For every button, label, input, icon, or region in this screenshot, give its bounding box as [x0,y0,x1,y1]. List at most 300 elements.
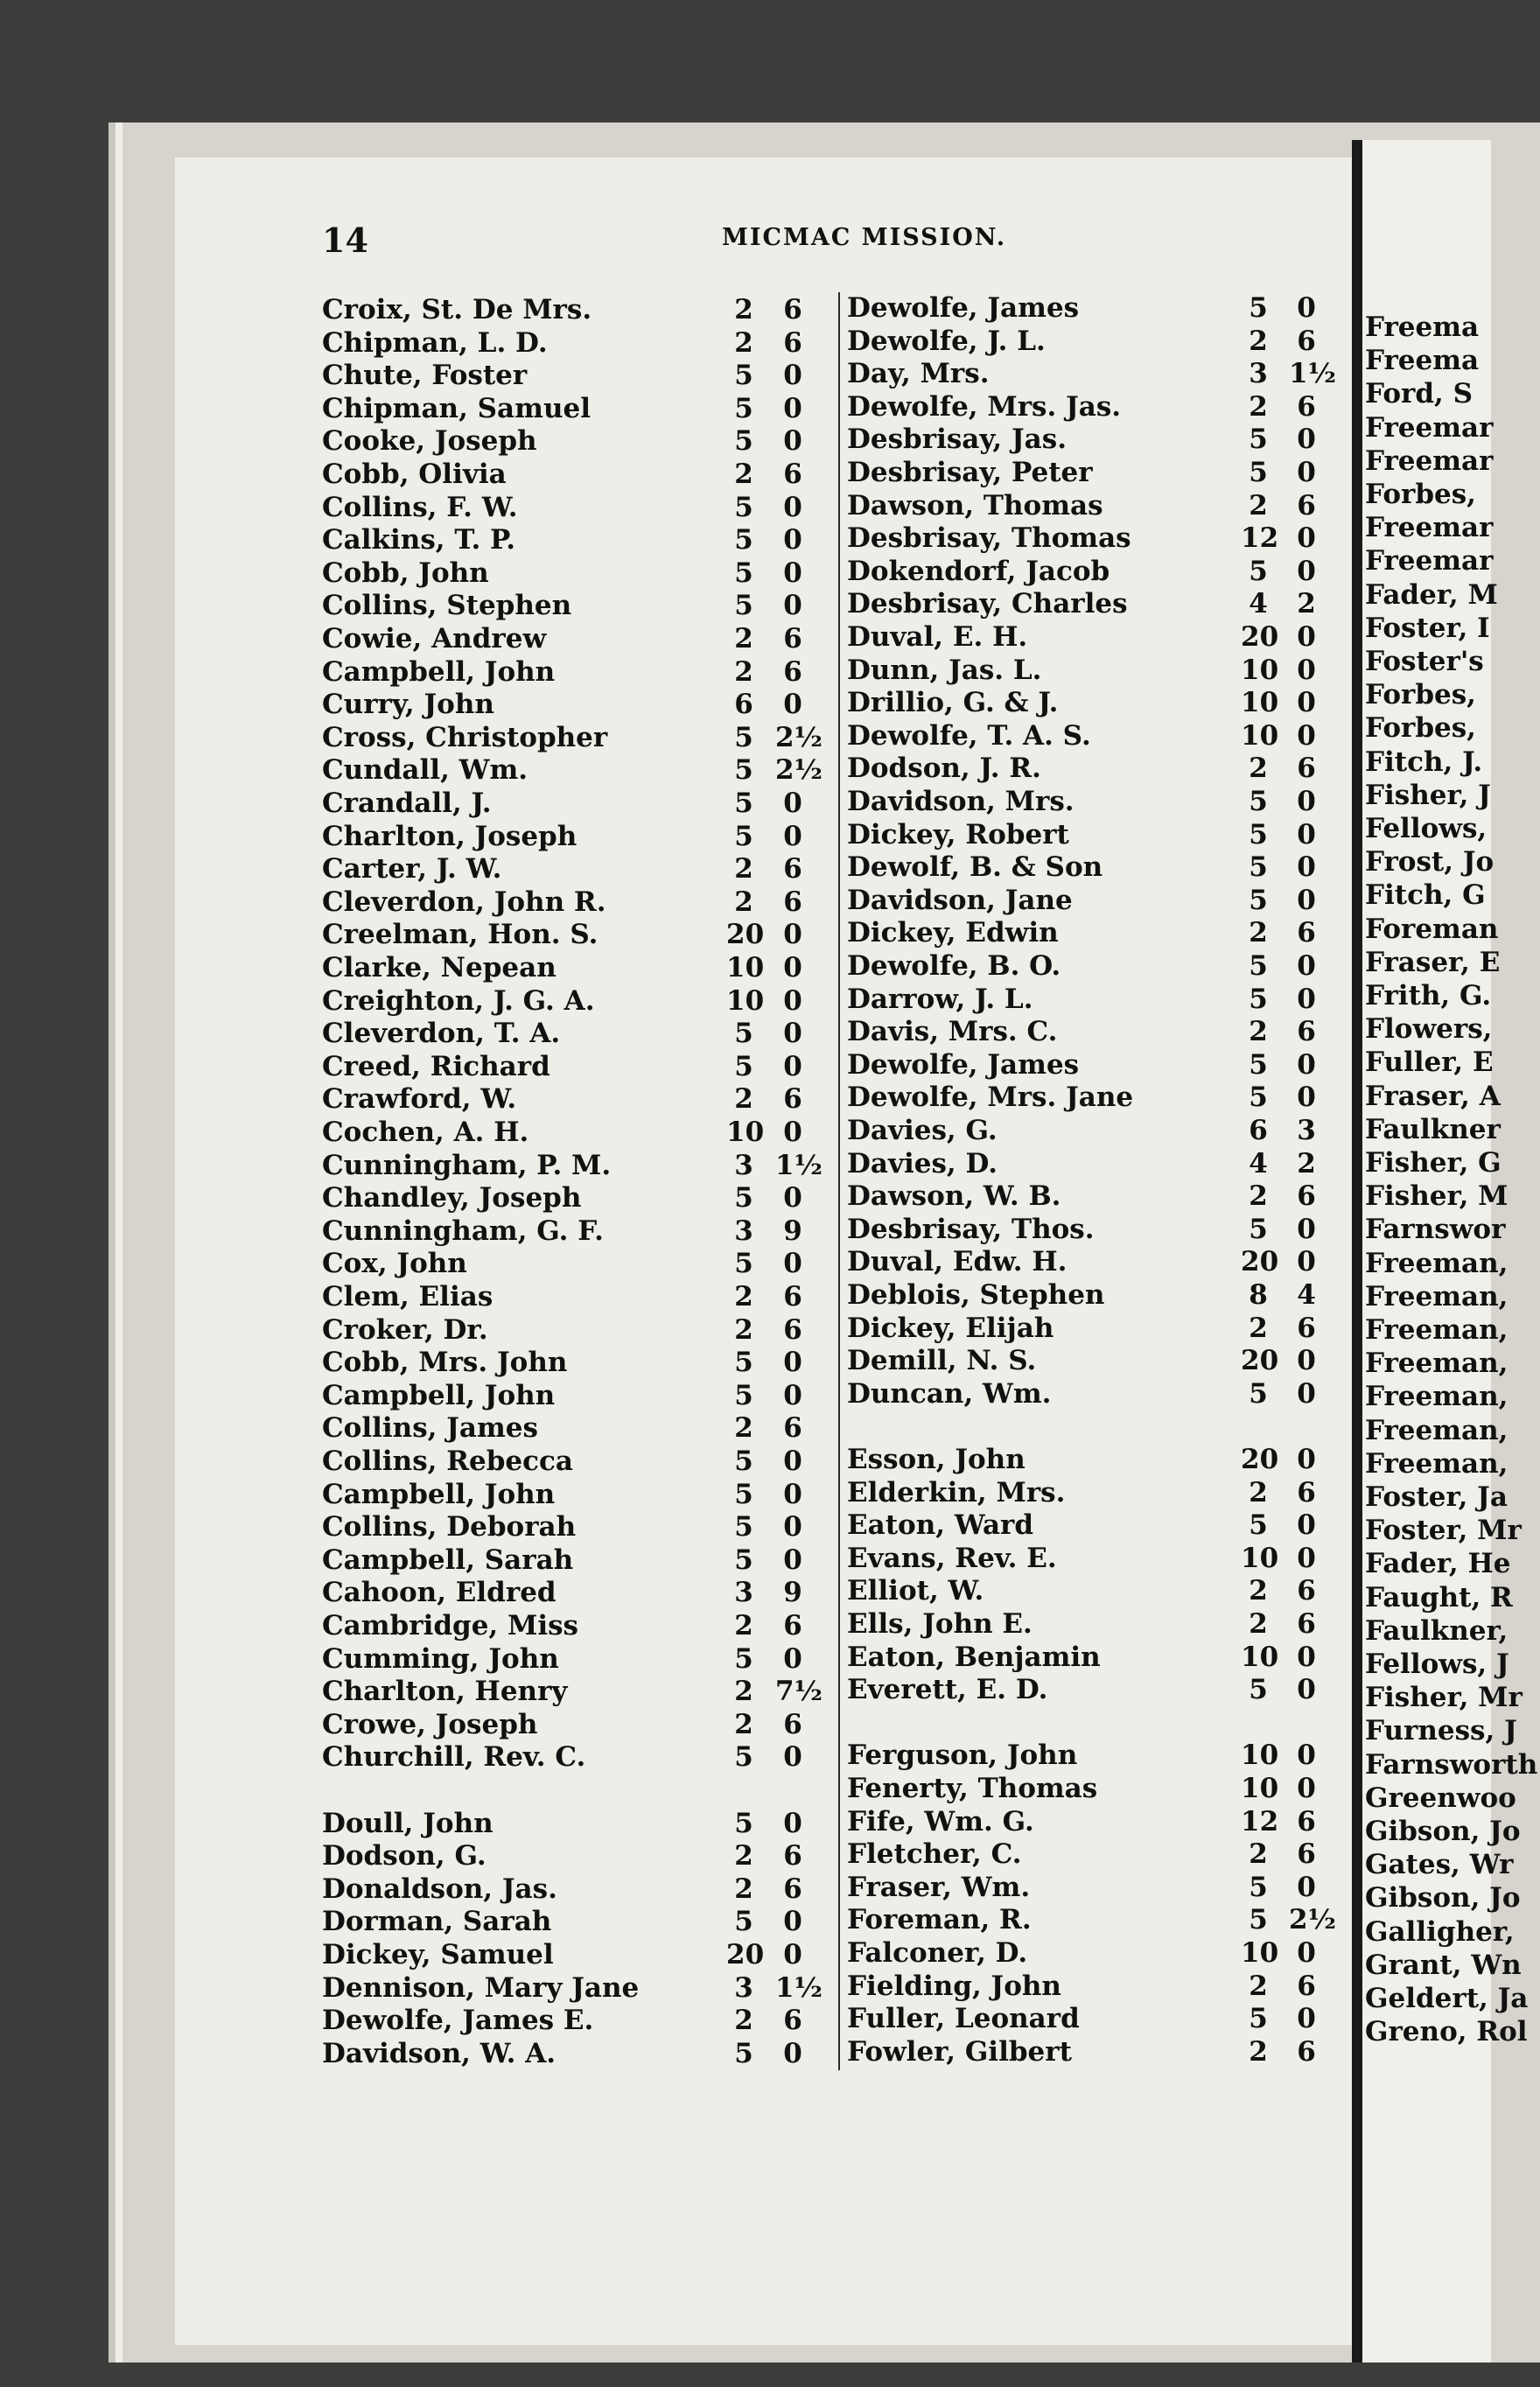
amount-pence: 6 [783,1708,802,1740]
subscriber-row [322,327,830,360]
subscriber-row [322,788,830,821]
subscriber-name: Campbell, John [322,655,556,688]
subscriber-row [322,952,830,985]
amount-pence: 0 [1297,719,1316,752]
amount-shillings: 2 [1249,1575,1268,1607]
subscriber-row [322,1939,830,1972]
subscriber-row [322,1577,830,1610]
subscriber-row [322,919,830,952]
subscriber-name: Dunn, Jas. L. [847,654,1042,686]
subscriber-row [847,1806,1337,1839]
subscriber-name: Cochen, A. H. [322,1116,529,1148]
amount-pence: 0 [783,556,802,589]
amount-pence: 6 [783,1412,802,1445]
amount-pence: 0 [783,360,802,392]
subscriber-row [322,492,830,525]
amount-shillings: 5 [734,1807,753,1839]
subscriber-name: Ferguson, John [847,1740,1078,1772]
amount-pence: 0 [1297,1509,1316,1542]
subscriber-name: Falconer, D. [847,1937,1028,1969]
amount-shillings: 20 [726,1939,765,1970]
amount-shillings: 5 [734,820,753,852]
amount-shillings: 5 [1249,1904,1268,1936]
subscriber-row [322,754,830,788]
amount-pence: 0 [783,1741,802,1774]
amount-pence: 0 [1297,1773,1316,1804]
amount-pence: 0 [783,1544,802,1576]
facing-page-name-fragment: Gibson, Jo [1365,1882,1521,1914]
facing-page-name-fragment: Forbes, [1365,479,1476,510]
subscriber-name: Dickey, Samuel [322,1939,554,1970]
subscriber-row [847,1642,1337,1675]
amount-shillings: 2 [734,458,753,490]
amount-pence: 6 [783,458,802,490]
amount-shillings: 2 [734,1708,753,1740]
amount-shillings: 20 [726,919,765,951]
subscriber-name: Dewolfe, James [847,292,1080,324]
amount-shillings: 4 [1249,1147,1268,1180]
subscriber-name: Demill, N. S. [847,1345,1037,1377]
subscriber-name: Dickey, Robert [847,818,1069,850]
amount-pence: 6 [783,655,802,688]
amount-pence: 6 [1297,1838,1316,1871]
subscriber-name: Clarke, Nepean [322,952,556,984]
facing-page-name-fragment: Foster, Mr [1365,1515,1522,1547]
subscriber-row [322,1741,830,1774]
subscriber-name: Creighton, J. G. A. [322,984,595,1017]
subscriber-name: Desbrisay, Jas. [847,424,1068,456]
amount-pence: 0 [1297,1641,1316,1673]
subscriber-row [322,1116,830,1150]
subscriber-name: Cumming, John [322,1642,559,1675]
amount-pence: 0 [1297,1871,1316,1903]
amount-shillings: 5 [1249,1674,1268,1706]
amount-shillings: 5 [734,1050,753,1082]
subscriber-row [322,1840,830,1873]
subscriber-row [847,490,1337,523]
facing-page-name-fragment: Fellows, J [1365,1648,1509,1680]
amount-pence: 0 [783,425,802,458]
amount-pence: 0 [783,392,802,424]
facing-page-name-fragment: Foster, I [1365,612,1490,644]
facing-page-name-fragment: Galligher, [1365,1915,1515,1948]
amount-shillings: 3 [734,1577,753,1609]
amount-shillings: 5 [734,1642,753,1675]
subscriber-row [847,1410,1337,1444]
facing-page-name-fragment: Freemar [1365,411,1494,444]
amount-pence: 6 [783,623,802,654]
amount-pence: 6 [1297,489,1316,522]
facing-page-name-fragment: Freema [1365,312,1480,343]
subscriber-row [322,1972,830,2006]
amount-pence: 0 [1297,818,1316,850]
amount-pence: 6 [783,294,802,326]
amount-shillings: 10 [1241,1542,1279,1574]
amount-shillings: 5 [1249,292,1268,324]
facing-page-name-fragment: Fraser, E [1365,946,1501,978]
amount-shillings: 2 [734,1676,753,1708]
facing-page-name-fragment: Fellows, [1365,813,1488,844]
subscriber-name: Davies, G. [847,1115,998,1146]
facing-page-name-fragment: Faught, R [1365,1581,1513,1614]
subscriber-row [847,1608,1337,1642]
amount-shillings: 5 [1249,1377,1268,1410]
subscriber-name: Chute, Foster [322,360,528,392]
amount-shillings: 5 [734,1248,753,1280]
subscriber-name: Collins, James [322,1412,538,1445]
subscriber-name: Dewolfe, B. O. [847,950,1061,982]
amount-pence: 0 [1297,292,1316,324]
subscriber-row [847,917,1337,950]
amount-shillings: 5 [1249,1048,1268,1081]
amount-shillings: 8 [1249,1279,1268,1311]
subscriber-name: Dokendorf, Jacob [847,555,1110,587]
subscriber-name: Campbell, John [322,1379,556,1411]
amount-shillings: 2 [1249,1608,1268,1640]
facing-page-name-fragment: Fisher, J [1365,779,1491,811]
facing-page-name-fragment: Gibson, Jo [1365,1816,1521,1847]
amount-pence: 6 [1297,752,1316,785]
amount-shillings: 10 [1241,1641,1279,1673]
subscriber-name: Collins, Stephen [322,590,572,622]
facing-page-name-fragment: Fisher, M [1365,1180,1508,1213]
subscriber-name: Chipman, L. D. [322,326,548,359]
amount-pence: 0 [1297,687,1316,719]
amount-shillings: 5 [734,788,753,819]
subscriber-row [322,524,830,557]
amount-shillings: 10 [1241,654,1279,686]
subscriber-name: Dewolfe, James [847,1048,1080,1081]
amount-shillings: 10 [1241,1937,1279,1969]
amount-shillings: 20 [1241,1444,1279,1475]
amount-shillings: 2 [734,326,753,359]
subscriber-row [847,1214,1337,1247]
subscriber-name: Campbell, Sarah [322,1544,574,1576]
subscriber-row [847,1148,1337,1181]
amount-pence: 0 [783,590,802,622]
amount-shillings: 2 [1249,2035,1268,2068]
amount-pence: 0 [783,1347,802,1379]
subscriber-name: Eaton, Benjamin [847,1641,1101,1673]
amount-pence: 0 [783,1642,802,1675]
amount-pence: 6 [783,2005,802,2037]
subscriber-row [322,1544,830,1578]
facing-page-name-fragment: Frost, Jo [1365,846,1494,878]
subscriber-row [847,752,1337,786]
subscriber-name: Charlton, Henry [322,1676,568,1708]
facing-page-name-fragment: Grant, Wn [1365,1949,1522,1981]
subscriber-row [322,623,830,656]
facing-page-name-fragment: Freeman, [1365,1348,1508,1380]
amount-shillings: 12 [1241,1805,1279,1838]
subscriber-name: Dorman, Sarah [322,1906,552,1938]
subscriber-name: Dawson, Thomas [847,489,1103,522]
subscriber-name: Desbrisay, Thos. [847,1213,1095,1245]
subscriber-row [322,1774,830,1808]
amount-shillings: 5 [1249,1509,1268,1542]
amount-pence: 6 [783,1281,802,1312]
facing-page-name-fragment: Fader, He [1365,1548,1511,1580]
subscriber-row [322,2005,830,2038]
amount-shillings: 5 [1249,1082,1268,1114]
subscriber-name: Collins, Deborah [322,1511,577,1544]
amount-shillings: 2 [734,1281,753,1312]
subscriber-name: Dewolfe, James E. [322,2005,594,2037]
subscriber-name: Cowie, Andrew [322,623,547,654]
amount-pence: 0 [1297,1674,1316,1706]
amount-pence: 0 [1297,786,1316,817]
amount-shillings: 5 [734,754,753,787]
subscriber-row [847,851,1337,885]
amount-shillings: 2 [1249,1476,1268,1508]
subscriber-name: Creed, Richard [322,1050,550,1082]
amount-pence: 0 [783,1248,802,1280]
subscriber-name: Fowler, Gilbert [847,2035,1072,2068]
amount-shillings: 5 [734,1446,753,1477]
subscriber-row [847,358,1337,391]
subscriber-row [847,1279,1337,1312]
amount-pence: 7½ [775,1676,822,1708]
subscriber-row [322,360,830,393]
amount-shillings: 20 [1241,1246,1279,1278]
subscriber-row [847,786,1337,819]
amount-shillings: 2 [734,853,753,886]
amount-pence: 6 [783,1610,802,1642]
subscriber-row [847,819,1337,852]
subscriber-name: Dodson, J. R. [847,752,1041,785]
facing-page-name-fragment: Freeman, [1365,1314,1508,1346]
subscriber-name: Davies, D. [847,1147,998,1180]
subscriber-row [847,1904,1337,1937]
amount-pence: 6 [1297,325,1316,357]
amount-pence: 2 [1297,1147,1316,1180]
facing-page-name-fragment: Faulkner [1365,1113,1501,1145]
amount-shillings: 5 [734,1347,753,1379]
amount-pence: 6 [1297,917,1316,949]
subscriber-row [322,590,830,623]
amount-pence: 0 [783,2037,802,2069]
subscriber-name: Dewolfe, Mrs. Jane [847,1082,1134,1114]
amount-pence: 0 [1297,983,1316,1015]
subscriber-name: Dickey, Edwin [847,917,1059,949]
subscriber-row [847,1049,1337,1082]
amount-pence: 2 [1297,588,1316,620]
amount-shillings: 6 [734,689,753,721]
subscriber-row [847,1937,1337,1970]
subscriber-row [322,2038,830,2071]
subscriber-name: Elliot, W. [847,1575,984,1607]
subscriber-row [322,722,830,755]
amount-shillings: 2 [734,1083,753,1116]
amount-shillings: 5 [734,1379,753,1411]
facing-page-name-fragment: Farnsworth [1365,1748,1538,1781]
facing-page-name-fragment: Freemar [1365,545,1494,578]
amount-pence: 9 [783,1577,802,1609]
subscriber-row [322,689,830,722]
amount-pence: 0 [783,1182,802,1214]
subscriber-row [847,457,1337,490]
subscriber-row [322,425,830,458]
amount-shillings: 4 [1249,588,1268,620]
amount-shillings: 5 [734,1741,753,1774]
amount-pence: 0 [1297,1246,1316,1278]
subscriber-row [847,391,1337,424]
amount-shillings: 10 [1241,1740,1279,1772]
amount-shillings: 5 [734,524,753,556]
amount-pence: 0 [783,984,802,1017]
amount-pence: 6 [783,326,802,359]
subscriber-row [322,1380,830,1413]
amount-pence: 0 [783,1050,802,1082]
amount-pence: 0 [783,1379,802,1411]
subscriber-row [847,326,1337,359]
subscriber-row [322,853,830,886]
facing-page-name-fragment: Forbes, [1365,679,1476,711]
subscriber-row [847,1444,1337,1477]
amount-pence: 0 [783,1478,802,1510]
amount-pence: 0 [783,788,802,819]
subscriber-row [322,1709,830,1742]
amount-shillings: 5 [1249,2003,1268,2035]
subscriber-row [847,556,1337,589]
subscriber-name: Davidson, W. A. [322,2037,556,2069]
subscriber-row [322,656,830,690]
subscriber-name: Elderkin, Mrs. [847,1476,1066,1508]
subscriber-row [322,1314,830,1348]
amount-pence: 9 [783,1214,802,1247]
amount-pence: 6 [1297,1575,1316,1607]
amount-shillings: 5 [734,1906,753,1938]
subscriber-name: Davidson, Mrs. [847,786,1074,817]
amount-pence: 0 [1297,1213,1316,1245]
subscriber-name: Cahoon, Eldred [322,1577,556,1609]
amount-pence: 0 [1297,1937,1316,1969]
amount-shillings: 3 [734,1214,753,1247]
subscriber-row [847,1575,1337,1608]
amount-shillings: 2 [1249,917,1268,949]
amount-shillings: 5 [1249,424,1268,456]
subscriber-name: Chipman, Samuel [322,392,591,424]
subscriber-name: Desbrisay, Thomas [847,522,1131,555]
subscriber-name: Croker, Dr. [322,1313,488,1346]
subscriber-name: Churchill, Rev. C. [322,1741,586,1774]
subscriber-row [847,522,1337,556]
facing-page-name-fragment: Freemar [1365,512,1494,544]
amount-pence: 6 [783,1083,802,1116]
subscriber-row [847,621,1337,654]
amount-shillings: 5 [734,721,753,753]
subscriber-name: Dickey, Elijah [847,1312,1054,1344]
facing-page-name-fragment: Frith, G. [1365,980,1492,1012]
facing-page-name-fragment: Gates, Wr [1365,1849,1514,1881]
subscriber-name: Creelman, Hon. S. [322,919,598,951]
amount-pence: 0 [1297,2003,1316,2035]
subscriber-name: Drillio, G. & J. [847,687,1059,719]
subscriber-row [847,1477,1337,1510]
subscriber-row [322,458,830,492]
subscriber-name: Desbrisay, Charles [847,588,1128,620]
facing-page-name-fragment: Fitch, J. [1365,746,1483,778]
amount-shillings: 5 [734,425,753,458]
subscriber-row [847,1773,1337,1806]
amount-pence: 6 [783,1840,802,1872]
amount-shillings: 10 [1241,687,1279,719]
subscriber-name: Charlton, Joseph [322,820,578,852]
book-gutter [1352,140,1362,2362]
amount-shillings: 5 [734,556,753,589]
subscriber-name: Duval, Edw. H. [847,1246,1068,1278]
subscriber-row [322,985,830,1018]
subscriber-row [847,1838,1337,1872]
amount-shillings: 10 [726,984,765,1017]
subscriber-name: Fletcher, C. [847,1838,1022,1871]
subscriber-row [847,984,1337,1017]
amount-pence: 6 [783,1872,802,1905]
subscriber-row [322,1412,830,1446]
column-divider [838,292,840,2070]
subscriber-row [322,1808,830,1841]
amount-pence: 0 [1297,1377,1316,1410]
amount-shillings: 5 [734,491,753,523]
subscriber-row [322,1018,830,1051]
subscriber-name: Chandley, Joseph [322,1182,582,1214]
amount-shillings: 5 [734,1544,753,1576]
amount-pence: 0 [1297,522,1316,555]
amount-shillings: 5 [1249,555,1268,587]
amount-pence: 6 [1297,1180,1316,1213]
facing-page-name-fragment: Farnswor [1365,1214,1506,1246]
facing-page-name-fragment: Foreman [1365,913,1499,945]
amount-shillings: 5 [1249,884,1268,916]
amount-pence: 0 [783,1939,802,1970]
amount-pence: 0 [1297,1740,1316,1772]
amount-pence: 0 [783,491,802,523]
facing-page-name-fragment: Greno, Rol [1365,2016,1528,2048]
subscriber-row [847,2036,1337,2069]
subscriber-name: Darrow, J. L. [847,983,1033,1015]
amount-pence: 0 [1297,1542,1316,1574]
amount-pence: 2½ [1289,1904,1336,1936]
subscriber-name: Dawson, W. B. [847,1180,1061,1213]
amount-pence: 0 [783,524,802,556]
subscriber-name: Croix, St. De Mrs. [322,294,592,326]
subscriber-name: Cobb, Olivia [322,458,507,490]
amount-pence: 0 [1297,654,1316,686]
subscriber-row [322,1610,830,1643]
subscriber-name: Cobb, Mrs. John [322,1347,568,1379]
amount-pence: 0 [783,1446,802,1477]
amount-shillings: 5 [734,590,753,622]
amount-pence: 0 [1297,1345,1316,1377]
amount-pence: 2½ [775,754,822,787]
amount-pence: 0 [783,689,802,721]
facing-page-name-fragment: Forbes, [1365,712,1476,745]
amount-pence: 0 [1297,555,1316,587]
amount-pence: 6 [1297,1805,1316,1838]
subscriber-name: Cambridge, Miss [322,1610,579,1642]
subscriber-row [847,1082,1337,1115]
amount-shillings: 2 [734,1840,753,1872]
subscriber-name: Calkins, T. P. [322,524,515,556]
subscriber-name: Dewolfe, Mrs. Jas. [847,390,1122,423]
subscriber-row [847,720,1337,753]
amount-shillings: 2 [734,1313,753,1346]
amount-shillings: 5 [734,1182,753,1214]
subscriber-row [847,1740,1337,1773]
subscriber-name: Curry, John [322,689,494,721]
amount-pence: 0 [1297,621,1316,653]
amount-shillings: 2 [1249,489,1268,522]
